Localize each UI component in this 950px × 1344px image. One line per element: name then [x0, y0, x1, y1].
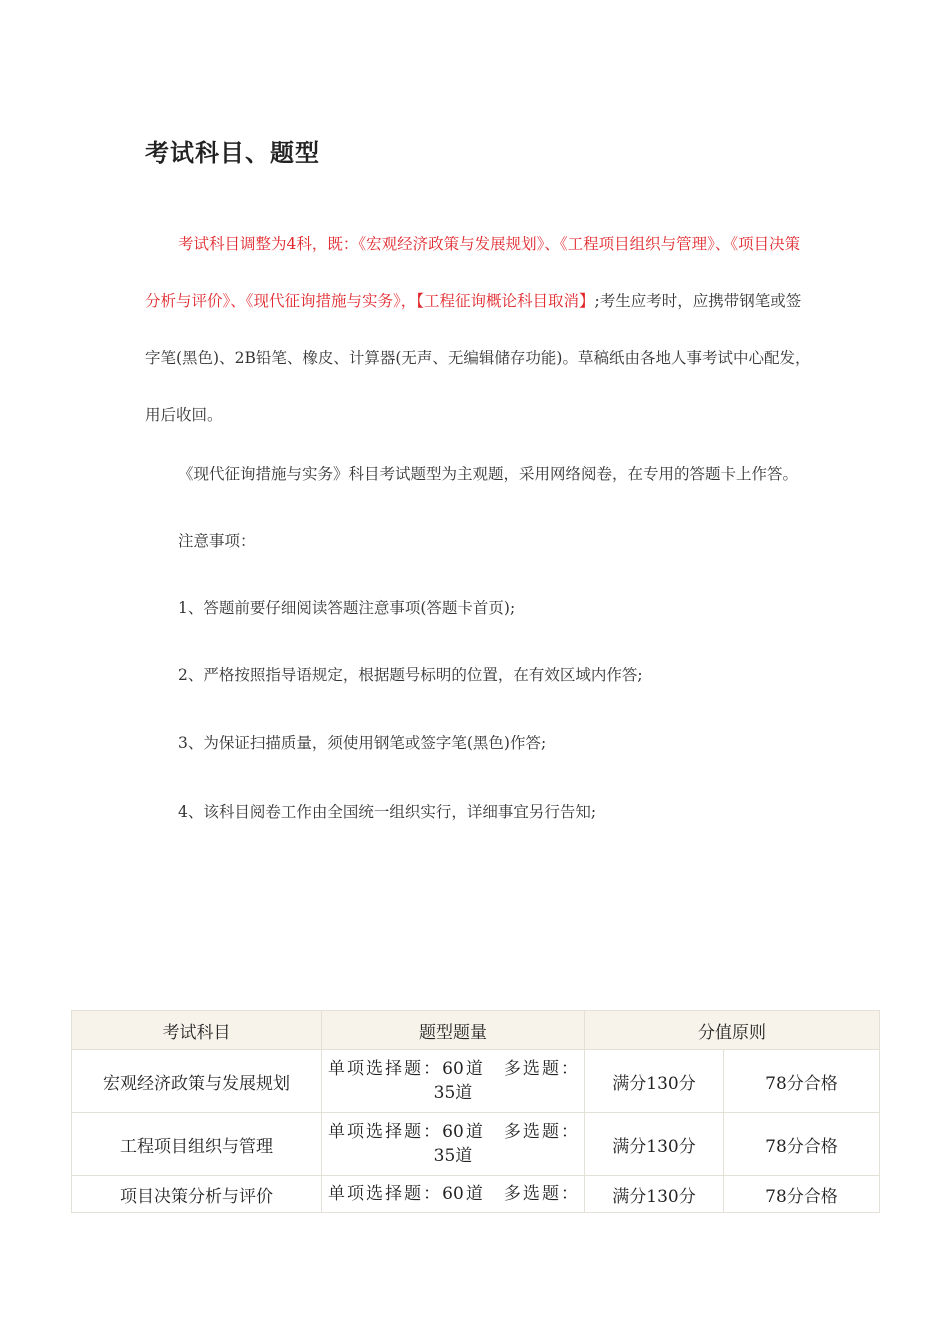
intro-body-text: ;考生应考时，应携带钢笔或签字笔(黑色)、2B铅笔、橡皮、计算器(无声、无编辑储存功能)。草稿纸由各地人事考试中心配发，用后收回。	[145, 292, 811, 424]
intro-highlight-text: 考试科目调整为4科，既：《宏观经济政策与发展规划》、《工程项目组织与管理》、《项目决策分析与评价》、《现代征询措施与实务》，【工程征询概论科目取消】	[145, 235, 801, 310]
table-row	[72, 1050, 880, 1113]
cell-pass-score: 78分合格	[724, 1113, 880, 1176]
question-type-line: 单项选择题：60道 多选题：	[328, 1184, 578, 1204]
question-type-line: 35道	[433, 1146, 473, 1166]
cell-full-score: 满分130分	[585, 1050, 724, 1113]
note-item: 1、答题前要仔细阅读答题注意事项(答题卡首页);	[178, 599, 516, 617]
header-subject: 考试科目	[72, 1011, 322, 1050]
page-title: 考试科目、题型	[145, 139, 320, 167]
answer-mode-paragraph: 《现代征询措施与实务》科目考试题型为主观题，采用网络阅卷，在专用的答题卡上作答。	[178, 465, 799, 483]
cell-full-score: 满分130分	[585, 1176, 724, 1213]
note-item: 3、为保证扫描质量，须使用钢笔或签字笔(黑色)作答;	[178, 734, 547, 752]
header-score-rule: 分值原则	[585, 1011, 880, 1050]
intro-paragraph	[145, 216, 813, 444]
cell-full-score: 满分130分	[585, 1113, 724, 1176]
note-item: 2、严格按照指导语规定，根据题号标明的位置，在有效区域内作答;	[178, 666, 643, 684]
cell-pass-score: 78分合格	[724, 1050, 880, 1113]
question-type-line: 单项选择题：60道 多选题：	[328, 1122, 578, 1142]
cell-question-type	[322, 1050, 585, 1113]
cell-subject: 项目决策分析与评价	[72, 1176, 322, 1213]
table-row	[72, 1113, 880, 1176]
table-header-row	[72, 1011, 880, 1050]
question-type-line: 35道	[433, 1083, 473, 1103]
notes-heading: 注意事项：	[178, 532, 256, 550]
exam-table	[71, 1010, 880, 1213]
cell-question-type	[322, 1113, 585, 1176]
cell-subject: 宏观经济政策与发展规划	[72, 1050, 322, 1113]
table-row	[72, 1176, 880, 1213]
cell-subject: 工程项目组织与管理	[72, 1113, 322, 1176]
question-type-line: 单项选择题：60道 多选题：	[328, 1059, 578, 1079]
header-question-type: 题型题量	[322, 1011, 585, 1050]
cell-question-type	[322, 1176, 585, 1213]
note-item: 4、该科目阅卷工作由全国统一组织实行，详细事宜另行告知;	[178, 803, 597, 821]
cell-pass-score: 78分合格	[724, 1176, 880, 1213]
